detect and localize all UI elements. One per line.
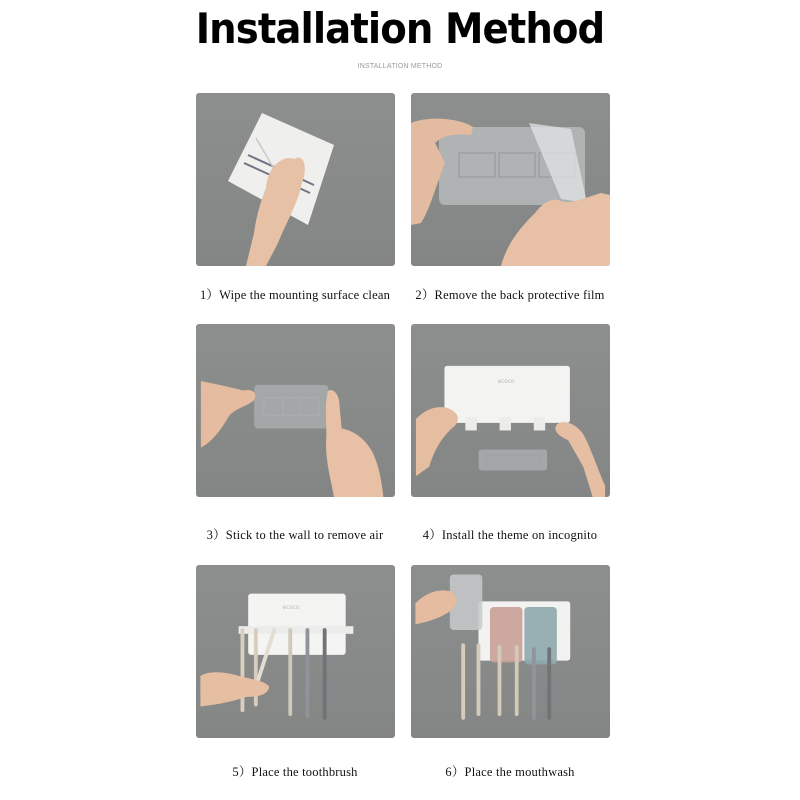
right-hand-shape bbox=[326, 390, 384, 497]
adhesive-film bbox=[254, 385, 328, 429]
step-2-caption: 2）Remove the back protective film bbox=[415, 288, 605, 302]
holder-body bbox=[444, 366, 569, 423]
right-hand-shape bbox=[555, 422, 605, 497]
left-hand-shape bbox=[416, 407, 458, 476]
step-2-photo bbox=[411, 93, 610, 266]
step-3-photo bbox=[196, 324, 395, 497]
step-6-photo bbox=[411, 565, 610, 738]
svg-text:ecoco: ecoco bbox=[282, 604, 300, 611]
step-3-caption: 3）Stick to the wall to remove air bbox=[206, 528, 384, 542]
step-4-caption: 4）Install the theme on incognito bbox=[422, 528, 598, 542]
holder-body bbox=[248, 594, 345, 655]
cup-blue bbox=[524, 607, 556, 664]
step-6-caption: 6）Place the mouthwash bbox=[445, 765, 575, 779]
step-1-photo bbox=[196, 93, 395, 266]
step-1-caption: 1）Wipe the mounting surface clean bbox=[199, 288, 391, 302]
adhesive-plate bbox=[479, 449, 547, 470]
step-5-photo bbox=[196, 565, 395, 738]
step-5-caption: 5）Place the toothbrush bbox=[232, 765, 358, 779]
page-subtitle: INSTALLATION METHOD bbox=[357, 63, 443, 70]
left-hand-shape bbox=[201, 381, 255, 448]
svg-text:ecoco: ecoco bbox=[497, 378, 515, 385]
page-title: Installation Method bbox=[195, 4, 605, 53]
step-4-photo bbox=[411, 324, 610, 497]
